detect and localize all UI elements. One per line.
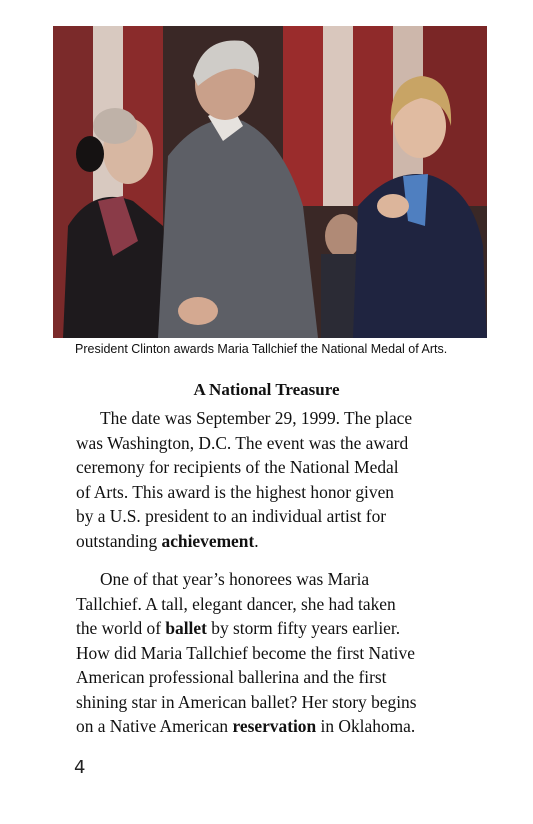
section-heading: A National Treasure xyxy=(193,380,340,399)
paragraph-2-line: American professional ballerina and the first xyxy=(76,667,387,687)
paragraph-1-line: of Arts. This award is the highest honor given xyxy=(76,481,394,502)
paragraph-1-line: The date was September 29, 1999. The place xyxy=(100,408,413,428)
paragraph-1 xyxy=(76,406,476,553)
photo xyxy=(53,26,487,338)
text-run: . xyxy=(254,530,259,551)
paragraph-2 xyxy=(76,567,476,739)
vocab-word-achievement: achievement xyxy=(161,530,255,551)
paragraph-2-line xyxy=(76,616,476,641)
text-run: on a Native American xyxy=(76,716,233,736)
paragraph-2-line: How did Maria Tallchief become the first Native xyxy=(76,642,415,663)
vocab-word-reservation: reservation xyxy=(232,716,317,736)
paragraph-1-line: was Washington, D.C. The event was the award xyxy=(76,432,409,453)
text-run: the world of xyxy=(76,618,166,638)
paragraph-1-line: by a U.S. president to an individual artist for xyxy=(76,506,387,526)
text-run: by storm fifty years earlier. xyxy=(206,618,401,638)
paragraph-1-line: ceremony for recipients of the National Medal xyxy=(76,457,399,477)
paragraph-2-line: shining star in American ballet? Her story begins xyxy=(76,691,417,712)
award-ceremony-photo xyxy=(53,26,487,338)
text-run: outstanding xyxy=(76,530,162,551)
paragraph-2-line xyxy=(76,714,476,739)
page-number: 4 xyxy=(74,757,86,778)
paragraph-2-line: One of that year’s honorees was Maria xyxy=(100,569,370,589)
photo-caption: President Clinton awards Maria Tallchief the National Medal of Arts. xyxy=(75,342,448,356)
paragraph-2-line: Tallchief. A tall, elegant dancer, she had taken xyxy=(76,593,396,614)
paragraph-1-line xyxy=(76,529,476,554)
text-run: in Oklahoma. xyxy=(316,716,416,736)
vocab-word-ballet: ballet xyxy=(165,618,207,638)
